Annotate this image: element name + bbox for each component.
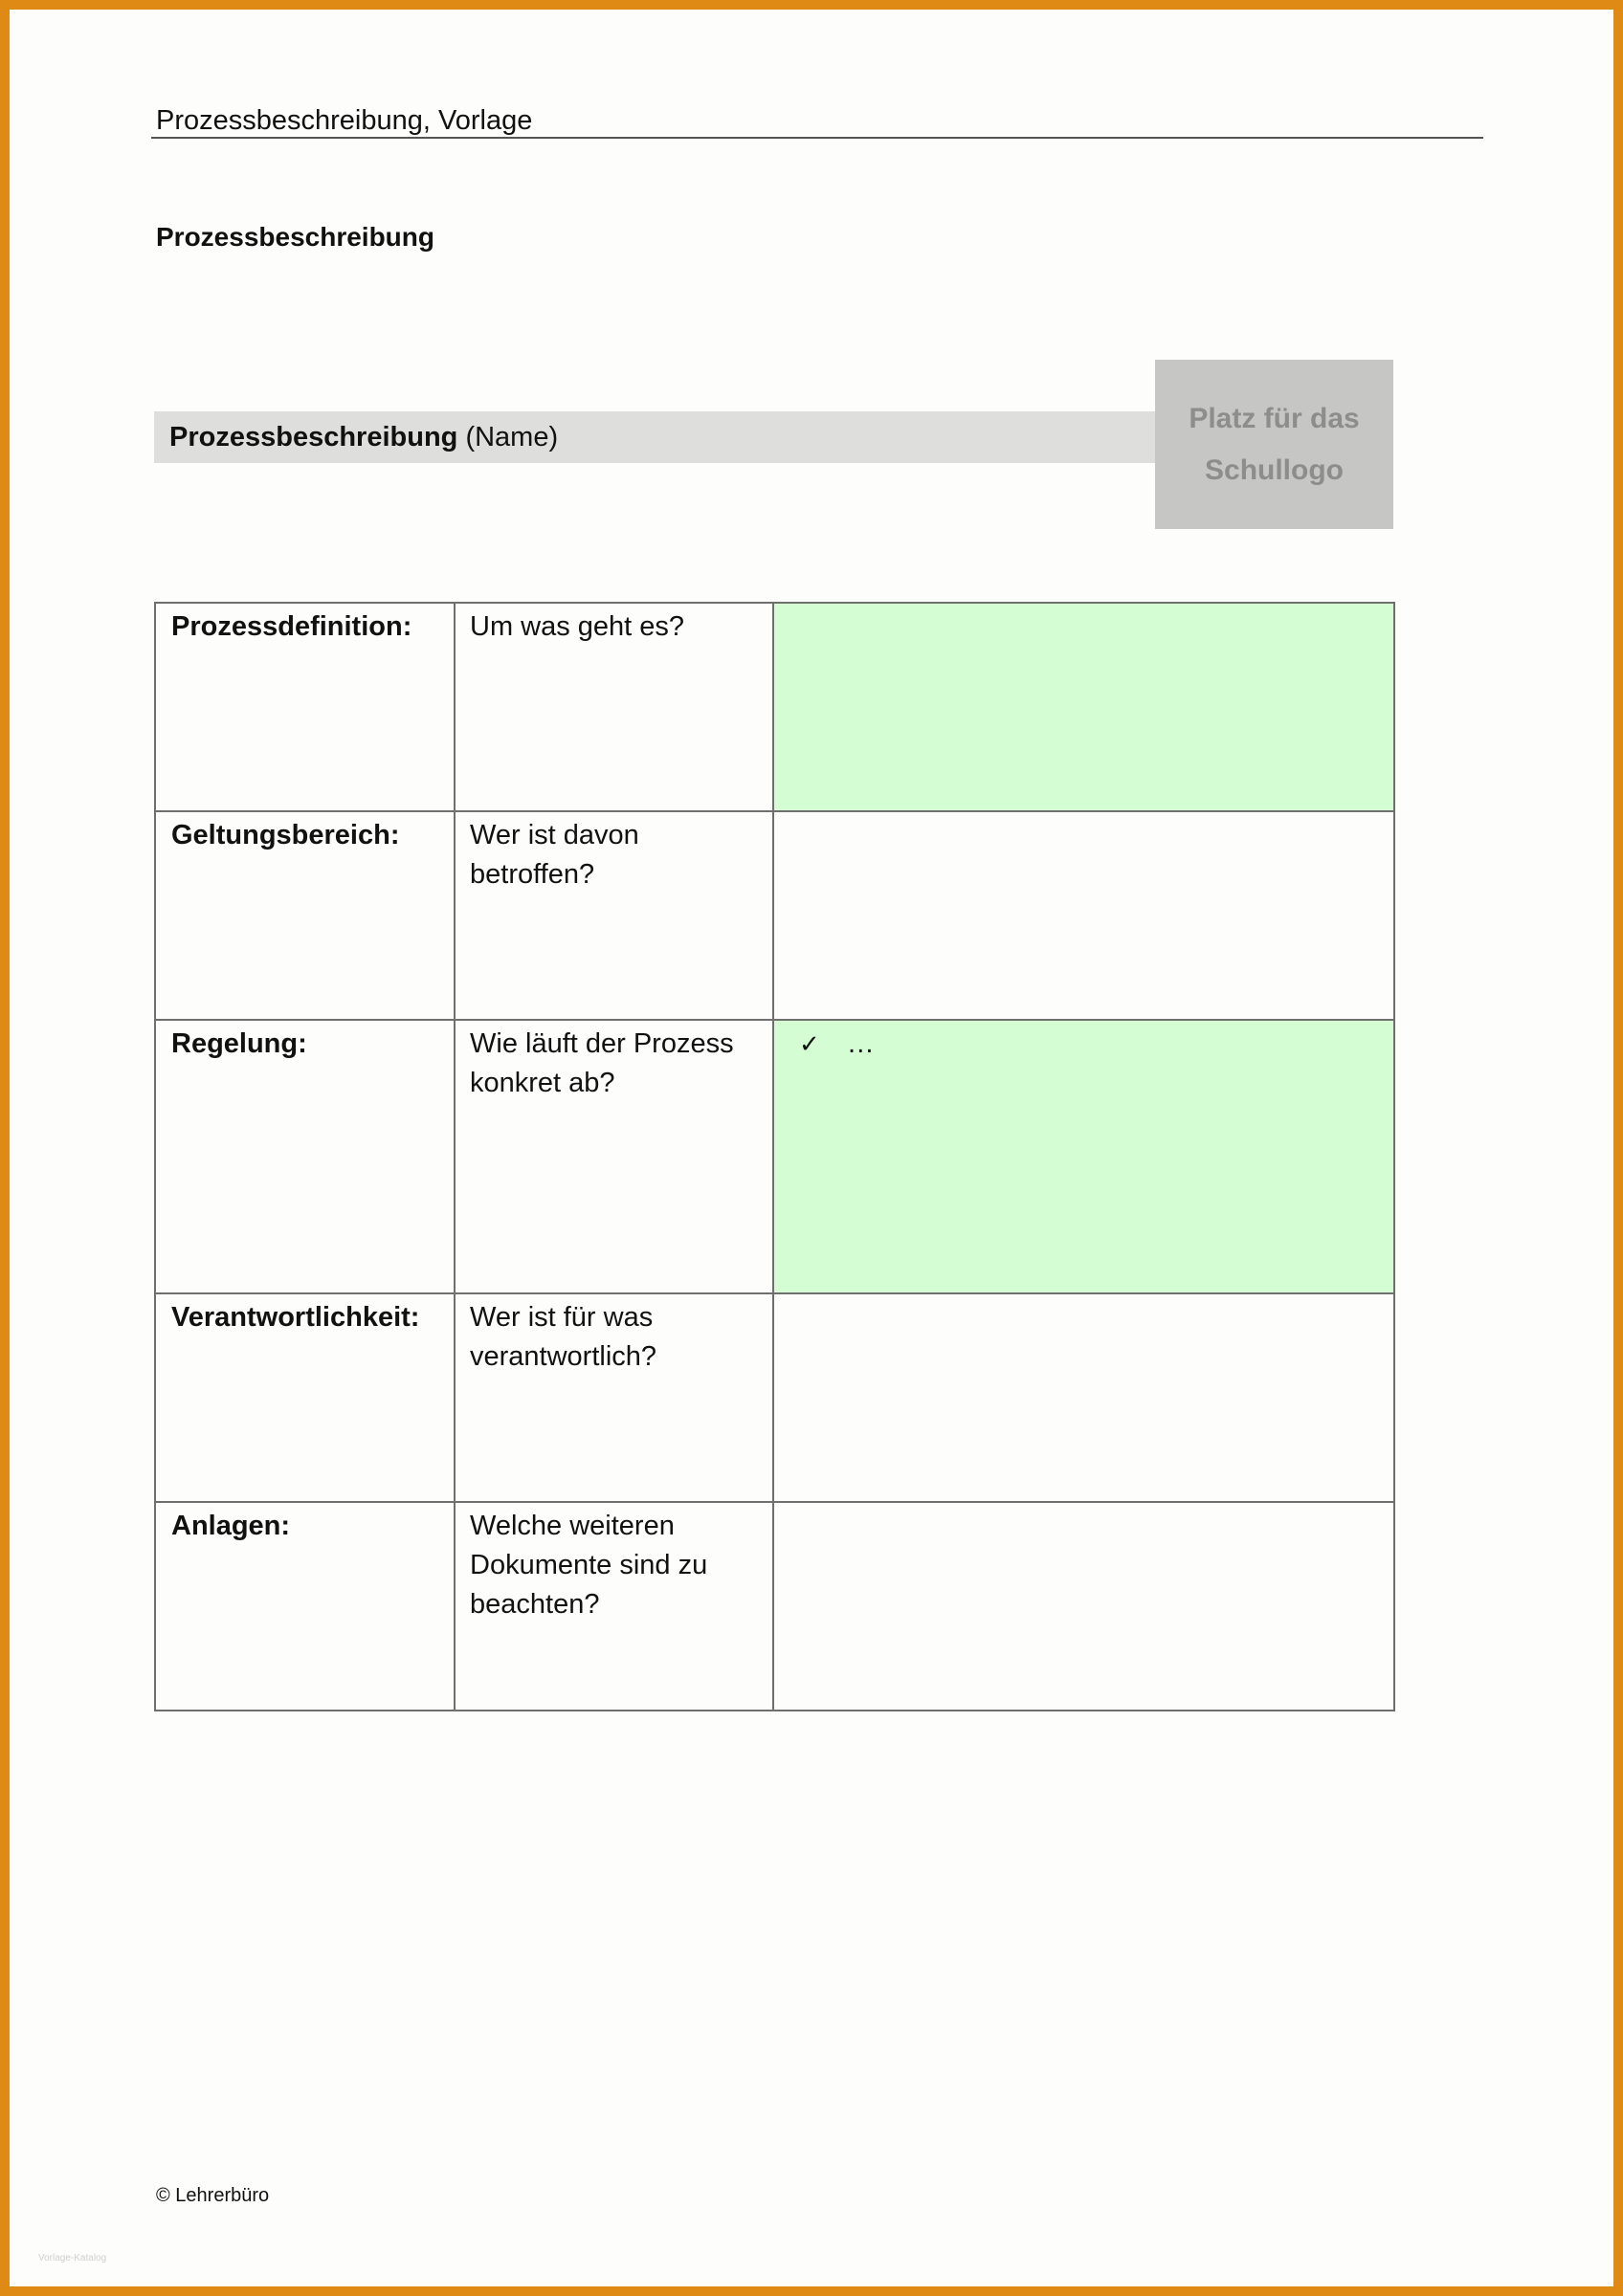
regulation-item: … <box>846 1028 875 1059</box>
logo-line-2: Schullogo <box>1205 453 1344 486</box>
row-label: Verantwortlichkeit: <box>155 1293 455 1502</box>
answer-cell-regulation[interactable] <box>773 1020 1394 1293</box>
table-row <box>155 1293 1394 1502</box>
logo-line-1: Platz für das <box>1189 402 1360 434</box>
footer-copyright: © Lehrerbüro <box>156 2185 270 2206</box>
process-name-label: Prozessbeschreibung <box>169 422 458 453</box>
check-icon: ✓ <box>799 1029 820 1058</box>
answer-cell-responsibility[interactable] <box>773 1293 1394 1502</box>
header-rule <box>151 137 1483 139</box>
row-label: Anlagen: <box>155 1502 455 1711</box>
row-question: Wer ist davon betroffen? <box>455 811 773 1020</box>
row-label: Regelung: <box>155 1020 455 1293</box>
row-question: Um was geht es? <box>455 603 773 811</box>
row-label: Prozessdefinition: <box>155 603 455 811</box>
table-row <box>155 603 1394 811</box>
table-row <box>155 1020 1394 1293</box>
table-row <box>155 1502 1394 1711</box>
row-question: Welche weiteren Dokumente sind zu beachten? <box>455 1502 773 1711</box>
header-title: Prozessbeschreibung, Vorlage <box>156 105 533 136</box>
table-row <box>155 811 1394 1020</box>
answer-cell-scope[interactable] <box>773 811 1394 1020</box>
answer-cell-definition[interactable] <box>773 603 1394 811</box>
document-page <box>10 10 1613 2286</box>
row-question: Wer ist für was verantwortlich? <box>455 1293 773 1502</box>
section-title: Prozessbeschreibung <box>156 222 434 252</box>
watermark: Vorlage-Katalog <box>38 2253 107 2263</box>
answer-cell-attachments[interactable] <box>773 1502 1394 1711</box>
row-label: Geltungsbereich: <box>155 811 455 1020</box>
row-question: Wie läuft der Prozess konkret ab? <box>455 1020 773 1293</box>
process-name-placeholder: (Name) <box>465 422 559 453</box>
school-logo-placeholder <box>1155 360 1393 529</box>
process-table <box>154 602 1395 1711</box>
process-name-field[interactable] <box>154 411 1162 463</box>
